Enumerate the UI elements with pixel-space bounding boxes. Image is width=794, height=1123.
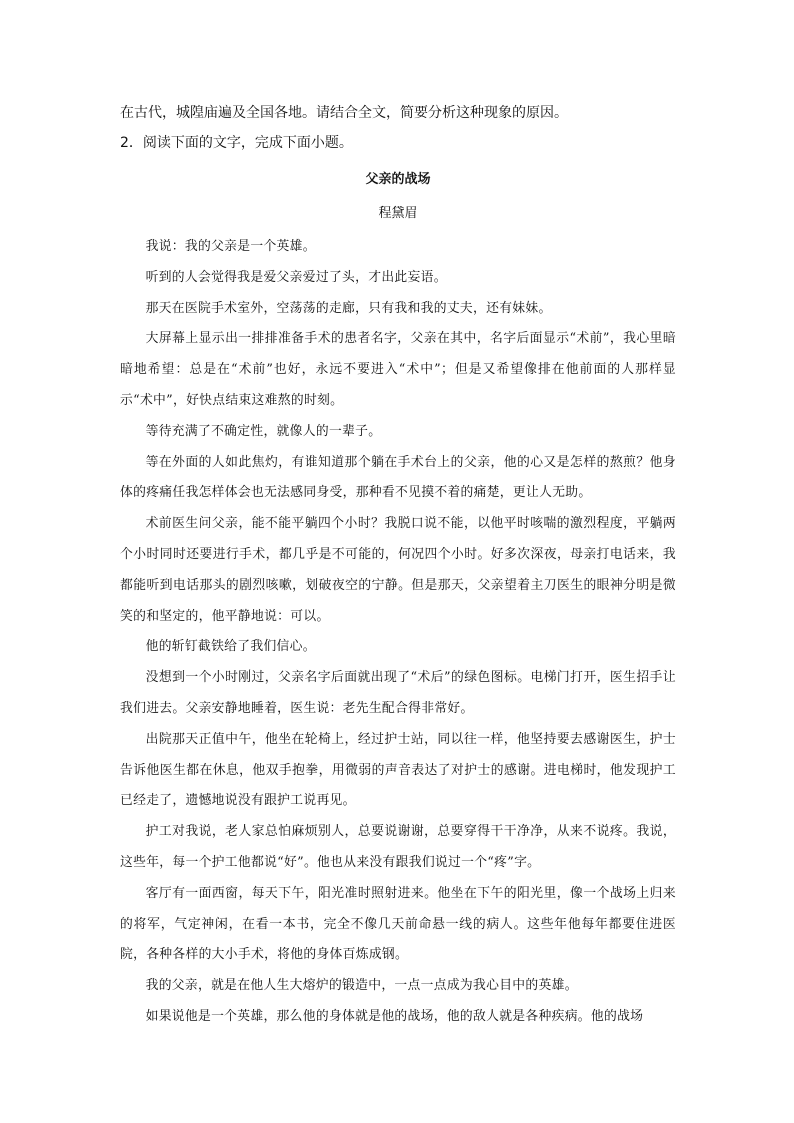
article-paragraph: 出院那天正值中午，他坐在轮椅上，经过护士站，同以往一样，他坚持要去感谢医生，护士告诉他医生都在休息，他双手抱拳，用微弱的声音表达了对护士的感谢。进电梯时，他发现护工已经走了，遗憾地说没有跟护工说再见。 [120, 731, 676, 809]
article-title: 父亲的战场 [365, 172, 431, 187]
article-paragraph: 没想到一个小时刚过，父亲名字后面就出现了“术后”的绿色图标。电梯门打开，医生招手让我们进去。父亲安静地睡着，医生说：老先生配合得非常好。 [120, 670, 676, 716]
article-paragraph: 他的斩钉截铁给了我们信心。 [145, 639, 316, 655]
article-paragraph: 等在外面的人如此焦灼，有谁知道那个躺在手术台上的父亲，他的心又是怎样的熬煎？他身体的疼痛任我怎样体会也无法感同身受，那种看不见摸不着的痛楚，更让人无助。 [120, 454, 676, 501]
article-paragraph: 等待充满了不确定性，就像人的一辈子。 [145, 423, 382, 439]
article-paragraph: 术前医生问父亲，能不能平躺四个小时？我脱口说不能，以他平时咳喘的激烈程度，平躺两个小时同时还要进行手术，都几乎是不可能的，何况四个小时。好多次深夜，母亲打电话来，我都能听到电话那头的剧烈咳嗽，划破夜空的宁静。但是那天，父亲望着主刀医生的眼神分明是微笑的和坚定的，他平静地说：可以。 [120, 516, 676, 624]
page-content [120, 98, 676, 1033]
article-paragraph: 如果说他是一个英雄，那么他的身体就是他的战场，他的敌人就是各种疾病。他的战场 [145, 1008, 644, 1024]
article-paragraph: 听到的人会觉得我是爱父亲爱过了头，才出此妄语。 [145, 269, 447, 285]
article-paragraph: 那天在医院手术室外，空荡荡的走廊，只有我和我的丈夫，还有妹妹。 [145, 300, 552, 316]
question-instruction: 2．阅读下面的文字，完成下面小题。 [120, 135, 353, 151]
article-paragraph: 大屏幕上显示出一排排准备手术的患者名字，父亲在其中，名字后面显示“术前”，我心里暗暗地希望：总是在“术前”也好，永远不要进入“术中”；但是又希望像排在他前面的人那样显示“术中”，好快点结束这难熬的时刻。 [120, 331, 676, 408]
article-paragraph: 护工对我说，老人家总怕麻烦别人，总要说谢谢，总要穿得干干净净，从来不说疼。我说，这些年，每一个护工他都说“好”。他也从来没有跟我们说过一个“疼”字。 [120, 824, 676, 870]
article-author: 程黛眉 [378, 206, 418, 221]
question-text: 在古代，城隍庙遍及全国各地。请结合全文，简要分析这种现象的原因。 [120, 105, 568, 121]
article-paragraph: 我说：我的父亲是一个英雄。 [145, 239, 316, 254]
article-body [120, 232, 676, 1033]
article-paragraph: 我的父亲，就是在他人生大熔炉的锻造中，一点一点成为我心目中的英雄。 [145, 978, 578, 994]
article-paragraph: 客厅有一面西窗，每天下午，阳光准时照射进来。他坐在下午的阳光里，像一个战场上归来的将军，气定神闲，在看一本书，完全不像几天前命悬一线的病人。这些年他每年都要住进医院，各种各样的大小手术，将他的身体百炼成钢。 [120, 885, 676, 963]
